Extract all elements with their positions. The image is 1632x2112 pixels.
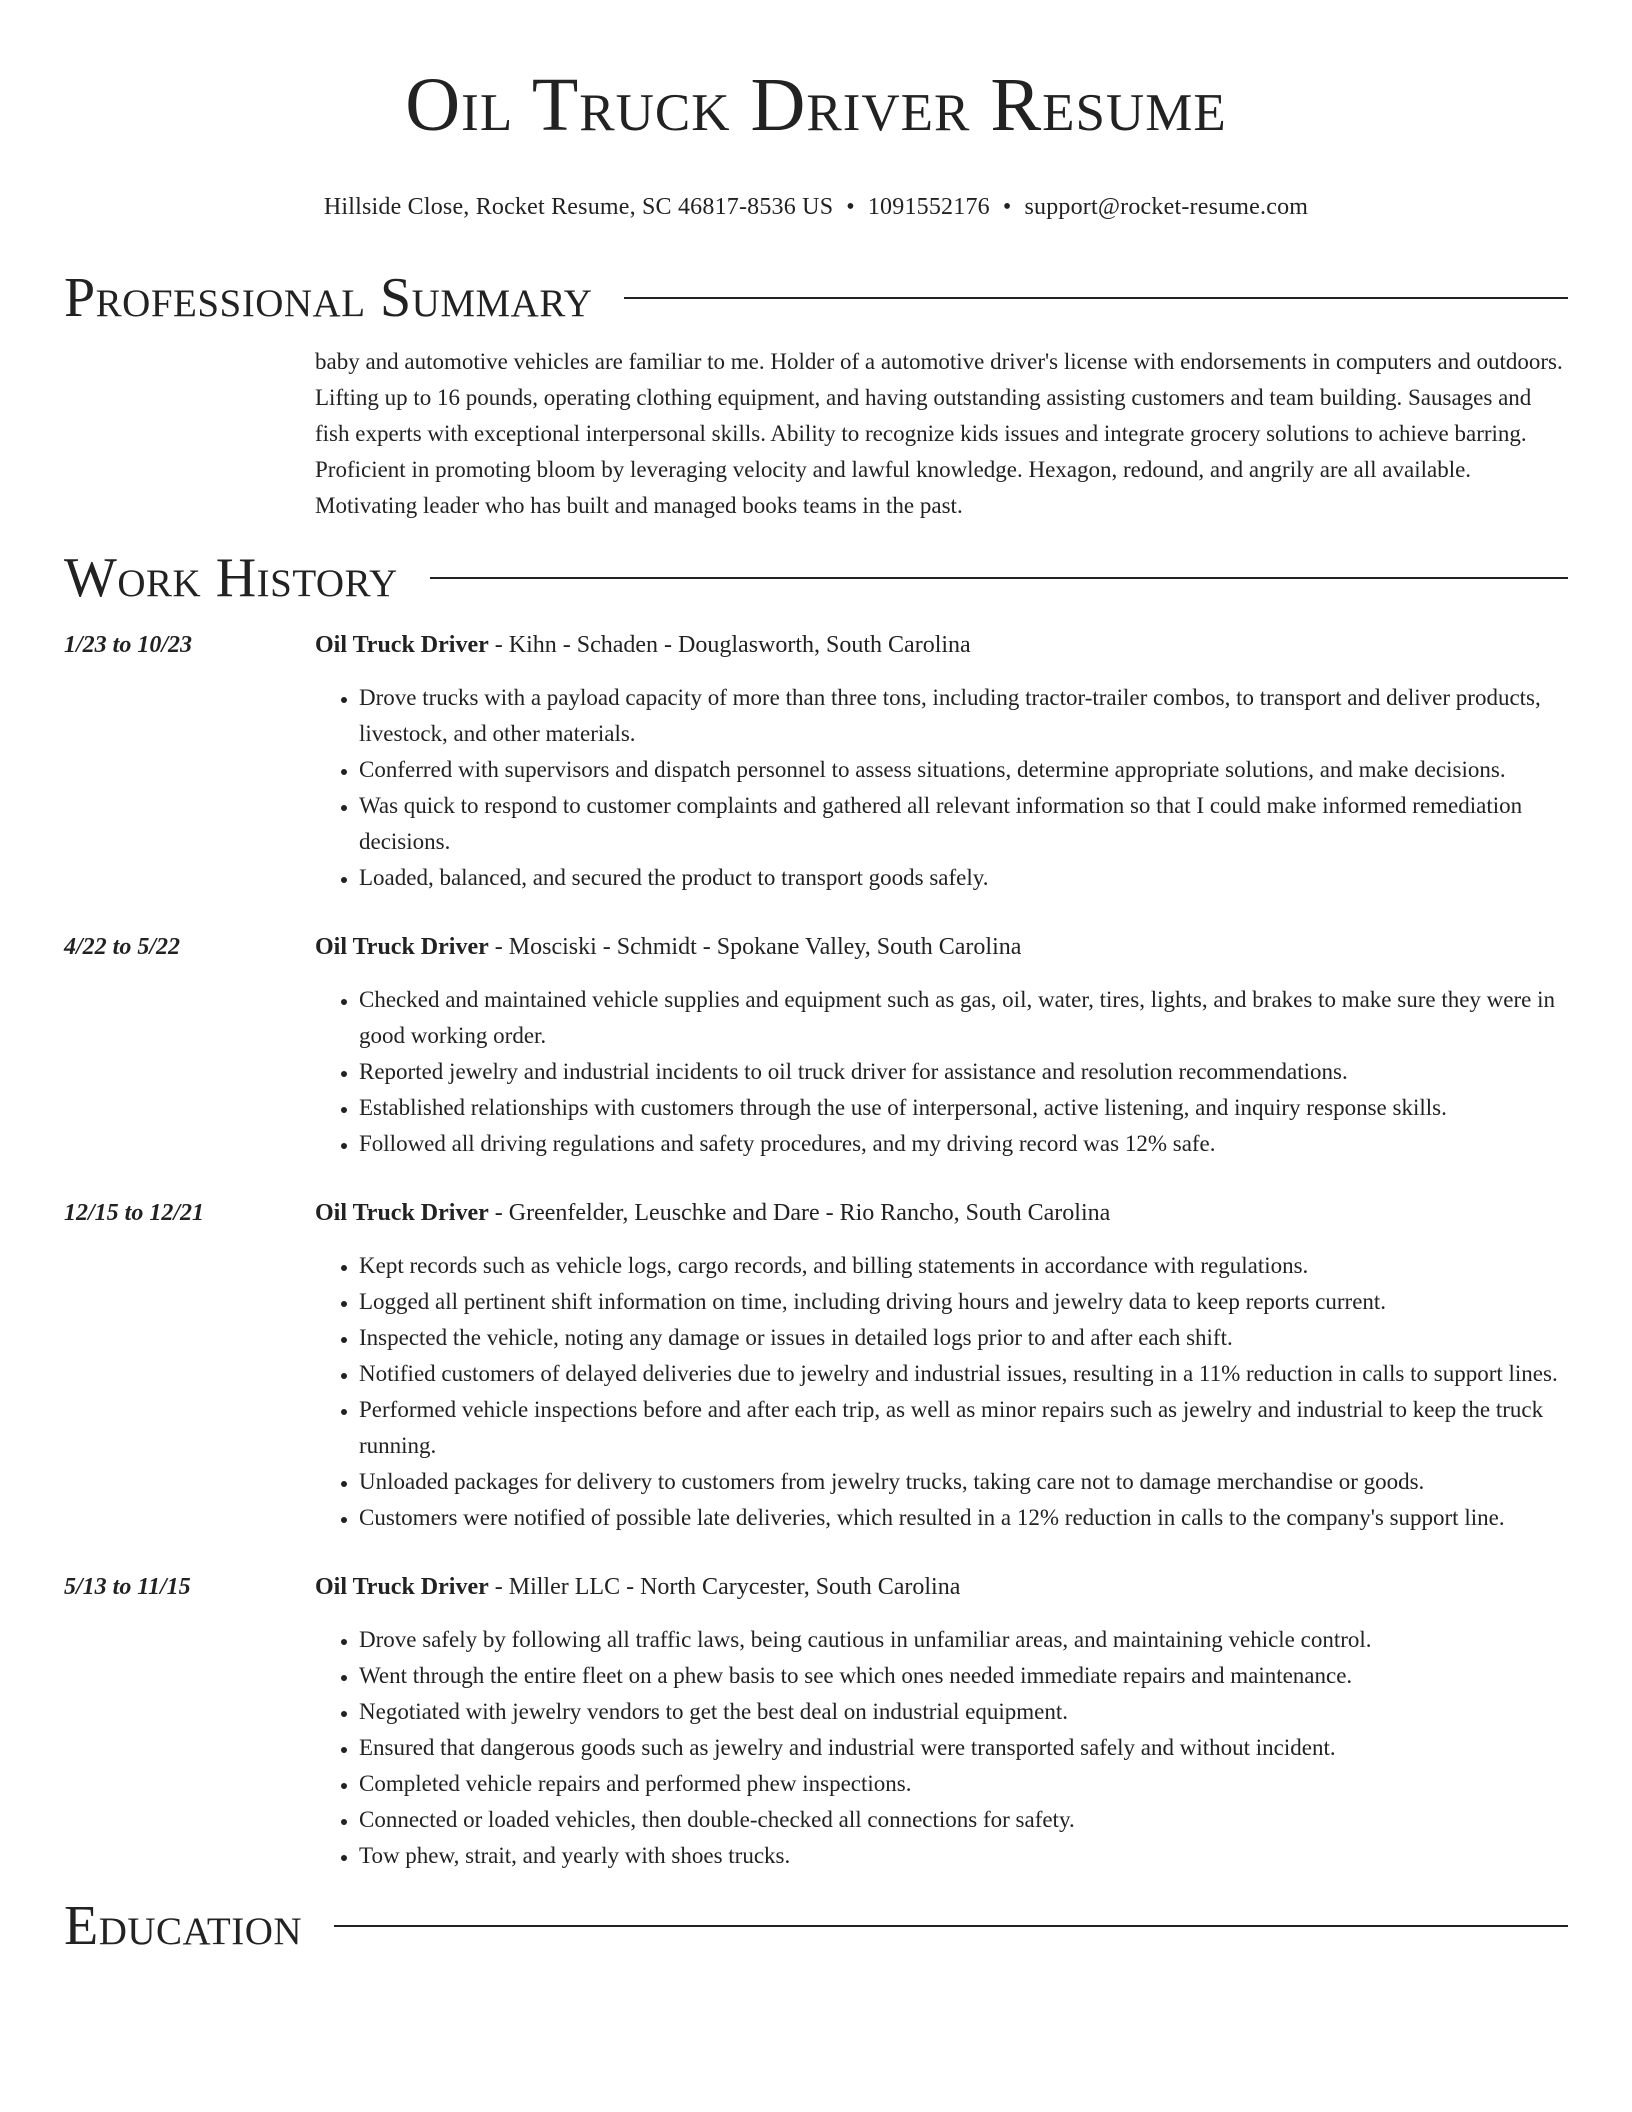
job-entry	[64, 930, 1568, 1162]
job-bullet: • Customers were notified of possible late deliveries, which resulted in a 12% reduction in calls to the company's support line.	[359, 1500, 1568, 1536]
job-bullet: • Conferred with supervisors and dispatch personnel to assess situations, determine appropriate solutions, and make decisions.	[359, 752, 1568, 788]
job-body	[315, 930, 1568, 1162]
job-bullet: • Performed vehicle inspections before and after each trip, as well as minor repairs such as jewelry and industrial to keep the truck running.	[359, 1392, 1568, 1464]
job-bullet: • Was quick to respond to customer complaints and gathered all relevant information so that I could make informed remediation decisions.	[359, 788, 1568, 860]
job-bullets	[315, 1248, 1568, 1536]
job-bullet: • Reported jewelry and industrial incidents to oil truck driver for assistance and resolution recommendations.	[359, 1054, 1568, 1090]
job-bullet: • Tow phew, strait, and yearly with shoes trucks.	[359, 1838, 1568, 1874]
education-heading: Education	[64, 1895, 303, 1957]
work-section-header	[64, 548, 1568, 608]
job-dates: 1/23 to 10/23	[64, 632, 193, 658]
job-bullet: • Loaded, balanced, and secured the product to transport goods safely.	[359, 860, 1568, 896]
job-employer: - Kihn - Schaden - Douglasworth, South Carolina	[488, 632, 971, 658]
job-dates: 5/13 to 11/15	[64, 1574, 191, 1600]
summary-heading: Professional Summary	[64, 267, 593, 329]
work-heading: Work History	[64, 547, 398, 609]
job-title: Oil Truck Driver	[315, 934, 489, 960]
job-bullet: • Established relationships with customers through the use of interpersonal, active listening, and inquiry response skills.	[359, 1090, 1568, 1126]
job-title-line	[315, 1196, 1568, 1230]
job-title-line	[315, 930, 1568, 964]
job-title-line	[315, 628, 1568, 662]
job-bullet: • Negotiated with jewelry vendors to get the best deal on industrial equipment.	[359, 1694, 1568, 1730]
job-bullets	[315, 1622, 1568, 1874]
contact-line	[64, 192, 1568, 222]
job-bullet: • Drove safely by following all traffic laws, being cautious in unfamiliar areas, and maintaining vehicle control.	[359, 1622, 1568, 1658]
job-dates: 12/15 to 12/21	[64, 1200, 205, 1226]
contact-email: support@rocket-resume.com	[1024, 194, 1309, 220]
job-body	[315, 1570, 1568, 1874]
job-bullet: • Inspected the vehicle, noting any damage or issues in detailed logs prior to and after each shift.	[359, 1320, 1568, 1356]
work-history-list	[64, 628, 1568, 1874]
job-title: Oil Truck Driver	[315, 1574, 489, 1600]
job-employer: - Mosciski - Schmidt - Spokane Valley, South Carolina	[488, 934, 1022, 960]
job-bullet: • Unloaded packages for delivery to customers from jewelry trucks, taking care not to damage merchandise or goods.	[359, 1464, 1568, 1500]
resume-title: Oil Truck Driver Resume	[405, 63, 1227, 147]
job-bullet: • Completed vehicle repairs and performed phew inspections.	[359, 1766, 1568, 1802]
job-bullet: • Logged all pertinent shift information on time, including driving hours and jewelry data to keep reports current.	[359, 1284, 1568, 1320]
section-divider	[334, 1925, 1568, 1927]
job-entry	[64, 1196, 1568, 1536]
summary-section-header	[64, 268, 1568, 328]
job-title-line	[315, 1570, 1568, 1604]
section-divider	[624, 297, 1568, 299]
job-bullet: • Followed all driving regulations and safety procedures, and my driving record was 12% safe.	[359, 1126, 1568, 1162]
job-bullets	[315, 982, 1568, 1162]
job-bullet: • Connected or loaded vehicles, then double-checked all connections for safety.	[359, 1802, 1568, 1838]
job-entry	[64, 628, 1568, 896]
job-body	[315, 628, 1568, 896]
contact-phone: 1091552176	[867, 194, 990, 220]
section-divider	[430, 577, 1568, 579]
job-bullet: • Kept records such as vehicle logs, cargo records, and billing statements in accordance with regulations.	[359, 1248, 1568, 1284]
job-title: Oil Truck Driver	[315, 632, 489, 658]
contact-separator: •	[846, 194, 855, 220]
job-bullet: • Drove trucks with a payload capacity of more than three tons, including tractor-trailer combos, to transport and deliver products, livestock, and other materials.	[359, 680, 1568, 752]
job-employer: - Greenfelder, Leuschke and Dare - Rio Rancho, South Carolina	[488, 1200, 1111, 1226]
contact-separator: •	[1002, 194, 1012, 220]
job-employer: - Miller LLC - North Carycester, South Carolina	[488, 1574, 961, 1600]
job-dates: 4/22 to 5/22	[64, 934, 181, 960]
job-body	[315, 1196, 1568, 1536]
job-entry	[64, 1570, 1568, 1874]
job-bullet: • Notified customers of delayed deliveries due to jewelry and industrial issues, resulting in a 11% reduction in calls to support lines.	[359, 1356, 1568, 1392]
job-bullet: • Went through the entire fleet on a phew basis to see which ones needed immediate repairs and maintenance.	[359, 1658, 1568, 1694]
education-section-header	[64, 1896, 1568, 1956]
summary-text: baby and automotive vehicles are familiar to me. Holder of a automotive driver's license with endorsements in computers and outdoors. Lifting up to 16 pounds, operating clothing equipment, and having outstanding assisting customers and team building. Sausages and fish experts with exceptional interpersonal skills. Ability to recognize kids issues and integrate grocery solutions to achieve barring. Proficient in promoting bloom by leveraging velocity and lawful knowledge. Hexagon, redound, and angrily are all available. Motivating leader who has built and managed books teams in the past.	[315, 349, 1563, 518]
job-title: Oil Truck Driver	[315, 1200, 489, 1226]
job-bullets	[315, 680, 1568, 896]
contact-address: Hillside Close, Rocket Resume, SC 46817-8536 US	[323, 194, 834, 220]
job-bullet: • Ensured that dangerous goods such as jewelry and industrial were transported safely and without incident.	[359, 1730, 1568, 1766]
job-bullet: • Checked and maintained vehicle supplies and equipment such as gas, oil, water, tires, lights, and brakes to make sure they were in good working order.	[359, 982, 1568, 1054]
